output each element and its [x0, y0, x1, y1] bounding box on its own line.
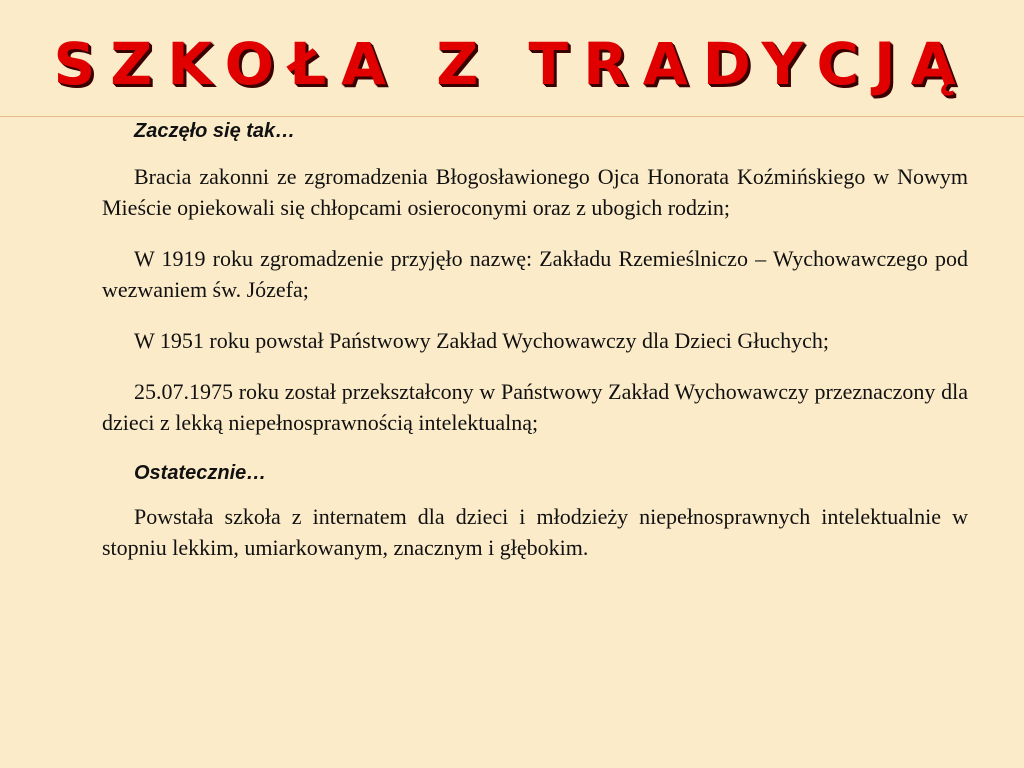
- paragraph-2: W 1919 roku zgromadzenie przyjęło nazwę: Zakładu Rzemieślniczo – Wychowawczego pod wezwaniem św. Józefa;: [102, 246, 968, 302]
- paragraph-3: W 1951 roku powstał Państwowy Zakład Wychowawczy dla Dzieci Głuchych;: [134, 328, 829, 353]
- paragraph-4: 25.07.1975 roku został przekształcony w Państwowy Zakład Wychowawczy przeznaczony dla dzieci z lekką niepełnosprawnością intelektualną;: [102, 379, 968, 435]
- paragraph-1: Bracia zakonni ze zgromadzenia Błogosławionego Ojca Honorata Koźmińskiego w Nowym Mieście opiekowali się chłopcami osieroconymi oraz z ubogich rodzin;: [102, 164, 968, 220]
- section-heading-start: Zaczęło się tak…: [134, 120, 296, 142]
- slide-title: SZKOŁA Z TRADYCJĄ: [53, 30, 971, 98]
- section-heading-end: Ostatecznie…: [134, 462, 267, 484]
- slide-body: [102, 116, 968, 563]
- final-paragraph: Powstała szkoła z internatem dla dzieci i młodzieży niepełnosprawnych intelektualnie w stopniu lekkim, umiarkowanym, znacznym i głębokim.: [102, 504, 968, 560]
